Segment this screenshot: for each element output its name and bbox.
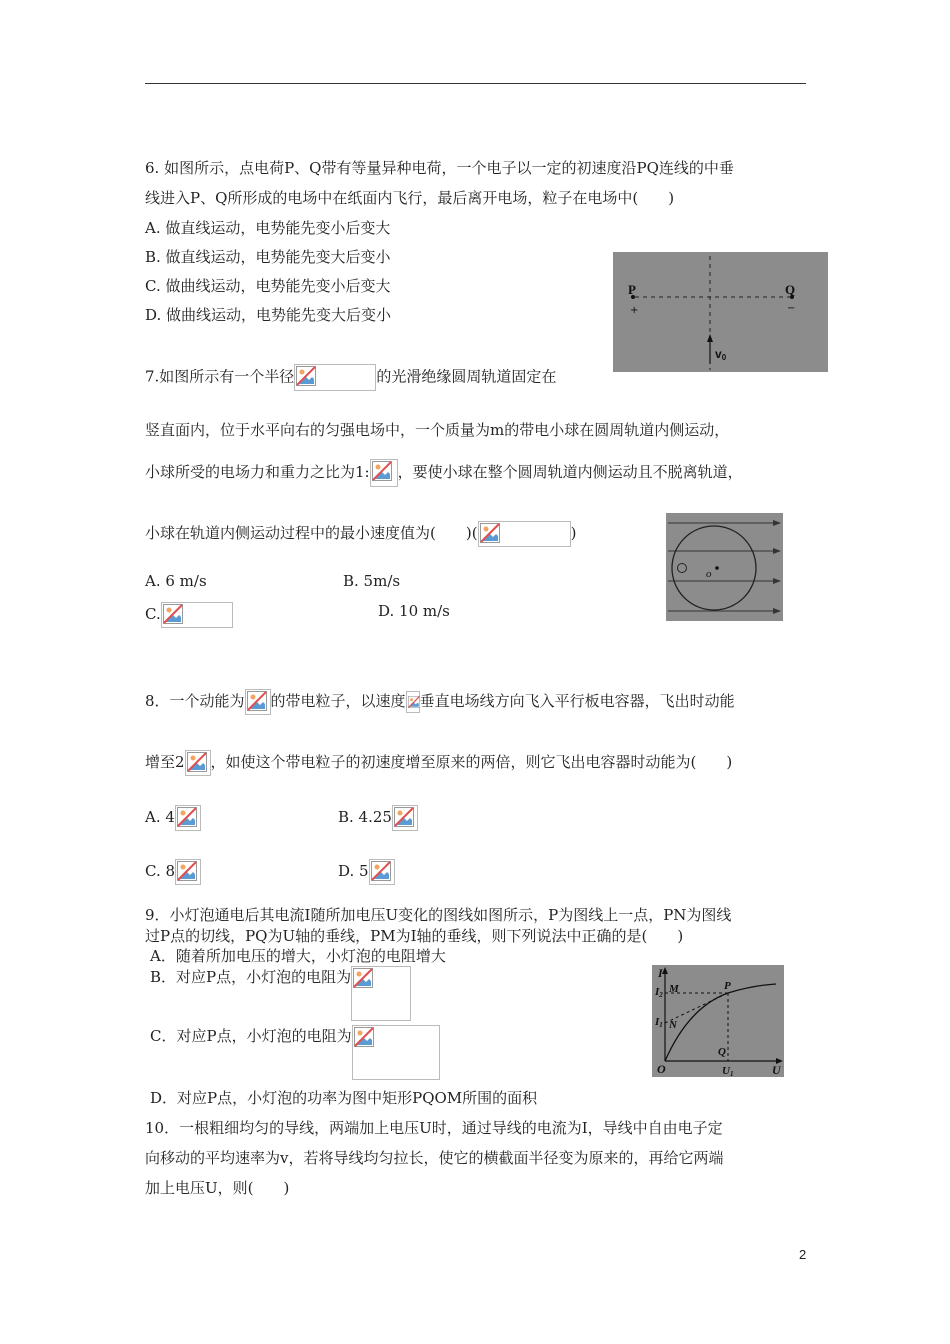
q7-line-1-end: 的光滑绝缘圆周轨道固定在 [376, 367, 557, 386]
q8-option-a [145, 805, 201, 831]
q7-line-3-end: ，要使小球在整个圆周轨道内侧运动且不脱离轨道， [397, 463, 743, 481]
charged-ball [678, 564, 687, 573]
q6-line-1: 6. 如图所示，点电荷P、Q带有等量异种电荷，一个电子以一定的初速度沿PQ连线的中垂 [145, 159, 734, 177]
q9-option-c-formula-image [352, 1025, 440, 1080]
q9-option-b-label: B．对应P点，小灯泡的电阻为 [150, 968, 352, 986]
label-i2: I2 [655, 986, 663, 999]
q7-line-1-text: 7.如图所示有一个半径 [145, 367, 295, 386]
label-n: N [669, 1019, 677, 1031]
label-q: Q [718, 1046, 726, 1058]
q8-option-a-formula-image [175, 805, 201, 831]
q7-line-3 [145, 459, 743, 487]
q6-option-a: A. 做直线运动，电势能先变小后变大 [145, 219, 391, 237]
gravity-formula-image [478, 521, 571, 547]
q7-line-4 [145, 521, 576, 547]
q10-line-2: 向移动的平均速率为v，若将导线均匀拉长，使它的横截面半径变为原来的，再给它两端 [145, 1149, 724, 1167]
q6-line-2: 线进入P、Q所形成的电场中在纸面内飞行，最后离开电场，粒子在电场中( ) [145, 189, 675, 207]
q8-option-d-label: D. 5 [338, 862, 369, 880]
q8-option-d-formula-image [369, 859, 395, 885]
v0-formula-image [406, 691, 420, 713]
q6-field-figure [613, 252, 828, 372]
q7-option-c [145, 602, 233, 628]
q6-option-b: B. 做直线运动，电势能先变大后变小 [145, 248, 391, 266]
label-u1: U1 [722, 1065, 734, 1077]
label-m: M [669, 983, 679, 995]
q9-option-a: A．随着所加电压的增大，小灯泡的电阻增大 [150, 947, 446, 965]
q8-line-2-text-b: ，如使这个带电粒子的初速度增至原来的两倍，则它飞出电容器时动能为( ) [210, 753, 733, 771]
ratio-formula-image [370, 459, 398, 487]
q8-line-1-text-c: 垂直电场线方向飞入平行板电容器，飞出时动能 [419, 692, 735, 710]
q8-line-1-text-b: 的带电粒子，以速度 [270, 692, 406, 710]
label-q: Q [785, 282, 796, 297]
label-origin: O [657, 1062, 666, 1076]
q8-option-b-formula-image [392, 805, 418, 831]
q9-option-c-label: C．对应P点，小灯泡的电阻为 [150, 1027, 352, 1045]
q9-iu-graph [652, 965, 784, 1077]
option-c-formula-image [161, 602, 233, 628]
label-p: P [628, 282, 636, 297]
center-point [715, 566, 719, 570]
q10-line-1: 10．一根粗细均匀的导线，两端加上电压U时，通过导线的电流为I，导线中自由电子定 [145, 1119, 723, 1137]
label-p: P [724, 980, 731, 992]
q7-line-4-text: 小球在轨道内侧运动过程中的最小速度值为( )( [145, 524, 478, 542]
ek-formula-image-2 [185, 750, 211, 776]
label-i-axis: I [658, 966, 663, 980]
q9-option-b-formula-image [351, 966, 411, 1021]
page-number: 2 [799, 1247, 807, 1262]
q8-line-1 [145, 689, 735, 715]
q9-option-b [150, 966, 411, 1021]
label-o: o [706, 568, 712, 580]
q7-option-a: A. 6 m/s [145, 572, 207, 590]
sign-minus: − [787, 303, 796, 314]
q7-line-3-text: 小球所受的电场力和重力之比为1: [145, 463, 370, 481]
q9-option-d: D．对应P点，小灯泡的功率为图中矩形PQOM所围的面积 [150, 1089, 538, 1107]
q6-option-c: C. 做曲线运动，电势能先变小后变大 [145, 277, 391, 295]
q9-option-c [150, 1025, 440, 1080]
q8-option-b-label: B. 4.25 [338, 808, 392, 826]
q8-line-1-text-a: 8．一个动能为 [145, 692, 245, 710]
label-u-axis: U [772, 1063, 781, 1077]
q7-line-1 [145, 364, 556, 391]
q8-option-a-label: A. 4 [145, 808, 175, 826]
q7-option-d: D. 10 m/s [378, 602, 450, 620]
q8-option-c-formula-image [175, 859, 201, 885]
q7-circle-track-figure [666, 513, 783, 621]
q7-line-2: 竖直面内，位于水平向右的匀强电场中，一个质量为m的带电小球在圆周轨道内侧运动， [145, 421, 730, 439]
label-v0: v0 [715, 347, 727, 362]
q8-option-d [338, 859, 395, 885]
q8-option-c [145, 859, 201, 885]
header-rule [145, 83, 806, 84]
label-i1: I1 [655, 1016, 663, 1029]
q7-line-4-end: ) [570, 524, 577, 542]
q7-option-b: B. 5m/s [343, 572, 401, 590]
q8-line-2 [145, 750, 732, 776]
q8-option-c-label: C. 8 [145, 862, 176, 880]
radius-formula-image [294, 364, 376, 391]
q7-option-c-label: C. [145, 605, 161, 623]
ek-formula-image [245, 689, 271, 715]
q8-line-2-text-a: 增至2 [145, 753, 185, 771]
q8-option-b [338, 805, 418, 831]
q9-line-2: 过P点的切线，PQ为U轴的垂线，PM为I轴的垂线，则下列说法中正确的是( ) [145, 927, 684, 945]
q10-line-3: 加上电压U，则( ) [145, 1179, 290, 1197]
q9-line-1: 9．小灯泡通电后其电流I随所加电压U变化的图线如图所示，P为图线上一点，PN为图线 [145, 906, 732, 924]
q6-option-d: D. 做曲线运动，电势能先变大后变小 [145, 306, 392, 324]
sign-plus: + [630, 305, 639, 316]
